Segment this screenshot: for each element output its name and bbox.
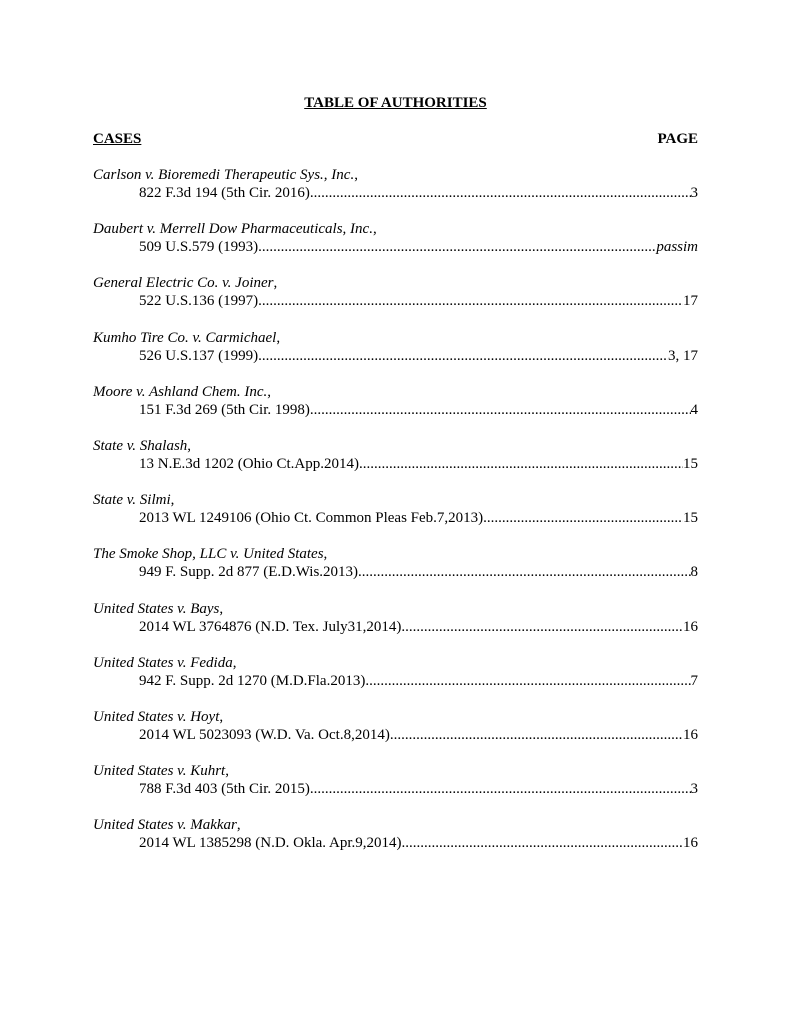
page-reference: 16 — [683, 618, 698, 635]
citation-line — [139, 509, 698, 527]
dot-leader — [390, 726, 683, 744]
case-name-separator: , — [267, 383, 272, 400]
citation: 2014 WL 5023093 (W.D. Va. Oct.8,2014) — [139, 726, 390, 743]
authorities-list — [93, 166, 698, 870]
cases-heading: CASES — [93, 131, 142, 147]
authority-entry — [93, 816, 698, 870]
page-reference: 3 — [690, 781, 698, 798]
page-reference: 16 — [683, 835, 698, 852]
citation: 949 F. Supp. 2d 877 (E.D.Wis.2013) — [139, 564, 359, 581]
dot-leader — [401, 834, 683, 852]
case-name-separator: , — [170, 492, 175, 509]
case-name: General Electric Co. v. Joiner — [93, 275, 274, 292]
page-reference: passim — [656, 239, 698, 256]
citation: 788 F.3d 403 (5th Cir. 2015) — [139, 781, 310, 798]
page-reference: 15 — [683, 510, 698, 527]
case-name-separator: , — [187, 437, 192, 454]
citation-line — [139, 780, 698, 798]
dot-leader — [258, 292, 683, 310]
citation: 2014 WL 1385298 (N.D. Okla. Apr.9,2014) — [139, 835, 402, 852]
page-heading: PAGE — [657, 131, 698, 147]
citation: 526 U.S.137 (1999) — [139, 347, 259, 364]
case-name: State v. Shalash — [93, 437, 188, 454]
dot-leader — [258, 347, 668, 365]
case-name: Kumho Tire Co. v. Carmichael — [93, 329, 277, 346]
citation-line — [139, 726, 698, 744]
case-name-line — [93, 816, 698, 834]
case-name: Daubert v. Merrell Dow Pharmaceuticals, Inc. — [93, 221, 373, 238]
citation-line — [139, 238, 698, 256]
case-name-separator: , — [323, 546, 328, 563]
citation-line — [139, 401, 698, 419]
case-name-line — [93, 654, 698, 672]
column-headers — [93, 130, 698, 148]
case-name: United States v. Bays — [93, 600, 220, 617]
authority-entry — [93, 545, 698, 599]
citation: 522 U.S.136 (1997) — [139, 293, 259, 310]
page-reference: 16 — [683, 726, 698, 743]
authority-entry — [93, 708, 698, 762]
dot-leader — [310, 401, 691, 419]
citation: 13 N.E.3d 1202 (Ohio Ct.App.2014) — [139, 455, 359, 472]
authority-entry — [93, 437, 698, 491]
case-name-separator: , — [232, 654, 237, 671]
case-name: Moore v. Ashland Chem. Inc. — [93, 383, 268, 400]
authority-entry — [93, 762, 698, 816]
dot-leader — [310, 184, 691, 202]
dot-leader — [258, 238, 656, 256]
citation-line — [139, 834, 698, 852]
case-name-separator: , — [372, 221, 377, 238]
case-name-separator: , — [225, 763, 229, 780]
citation: 822 F.3d 194 (5th Cir. 2016) — [139, 185, 310, 201]
case-name-separator: , — [276, 329, 281, 346]
authority-entry — [93, 654, 698, 708]
citation: 2013 WL 1249106 (Ohio Ct. Common Pleas Feb.7,2013) — [139, 510, 484, 527]
page-reference: 8 — [690, 564, 698, 581]
citation-line — [139, 184, 698, 202]
dot-leader — [310, 780, 691, 798]
citation: 2014 WL 3764876 (N.D. Tex. July31,2014) — [139, 618, 402, 635]
page-reference: 4 — [690, 401, 698, 418]
case-name-line — [93, 166, 698, 184]
case-name: United States v. Makkar — [93, 817, 237, 834]
authority-entry — [93, 383, 698, 437]
authority-entry — [93, 166, 698, 220]
page-reference: 3, 17 — [668, 347, 698, 364]
dot-leader — [365, 672, 690, 690]
page-reference: 3 — [690, 185, 698, 201]
case-name-line — [93, 220, 698, 238]
citation: 509 U.S.579 (1993) — [139, 239, 259, 256]
case-name: Carlson v. Bioremedi Therapeutic Sys., Inc. — [93, 167, 355, 183]
page-reference: 7 — [690, 672, 698, 689]
page-title: TABLE OF AUTHORITIES — [304, 95, 487, 111]
case-name-line — [93, 600, 698, 618]
citation-line — [139, 672, 698, 690]
case-name-line — [93, 274, 698, 292]
case-name-line — [93, 545, 698, 563]
case-name: United States v. Hoyt — [93, 708, 220, 725]
case-name-line — [93, 491, 698, 509]
authority-entry — [93, 491, 698, 545]
dot-leader — [483, 509, 683, 527]
case-name-separator: , — [219, 600, 224, 617]
case-name: State v. Silmi — [93, 492, 171, 509]
authority-entry — [93, 600, 698, 654]
authority-entry — [93, 329, 698, 383]
page-reference: 15 — [683, 455, 698, 472]
case-name-separator: , — [354, 167, 358, 183]
citation: 942 F. Supp. 2d 1270 (M.D.Fla.2013) — [139, 672, 366, 689]
case-name-line — [93, 383, 698, 401]
citation-line — [139, 347, 698, 365]
case-name-line — [93, 708, 698, 726]
citation-line — [139, 618, 698, 636]
authority-entry — [93, 274, 698, 328]
dot-leader — [358, 563, 690, 581]
case-name: The Smoke Shop, LLC v. United States — [93, 546, 324, 563]
case-name-line — [93, 437, 698, 455]
dot-leader — [401, 618, 683, 636]
case-name-line — [93, 762, 698, 780]
dot-leader — [359, 455, 683, 473]
case-name-separator: , — [273, 275, 278, 292]
case-name-separator: , — [219, 708, 224, 725]
authority-entry — [93, 220, 698, 274]
page-reference: 17 — [683, 293, 698, 310]
citation-line — [139, 563, 698, 581]
citation-line — [139, 455, 698, 473]
case-name-line — [93, 329, 698, 347]
citation: 151 F.3d 269 (5th Cir. 1998) — [139, 401, 310, 418]
case-name-separator: , — [236, 817, 241, 834]
case-name: United States v. Kuhrt — [93, 763, 226, 780]
case-name: United States v. Fedida — [93, 654, 233, 671]
citation-line — [139, 292, 698, 310]
